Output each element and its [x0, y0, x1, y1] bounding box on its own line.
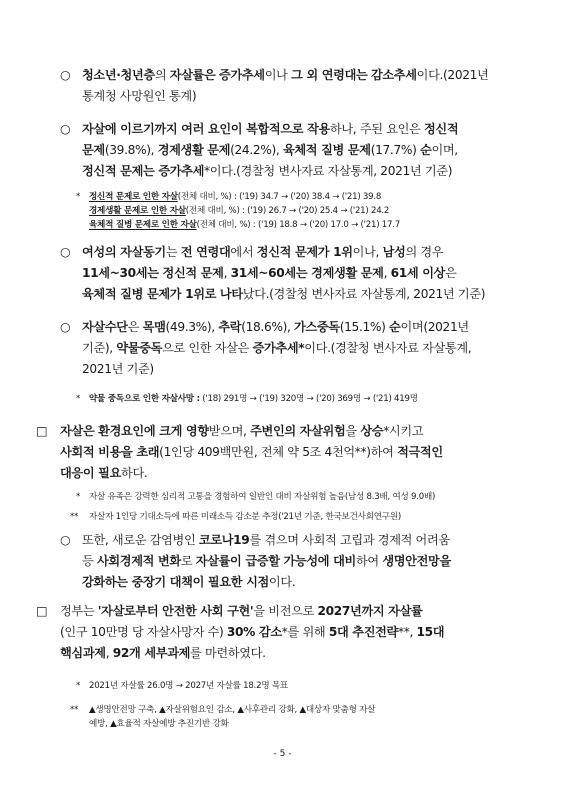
text-run: 문제 — [82, 143, 105, 157]
text-run: (39.8%), — [104, 143, 158, 157]
text-run: 증가추세 — [219, 68, 265, 82]
text-run: 으로 인한 자살은 — [162, 341, 253, 355]
text-run: 이나 — [264, 68, 292, 82]
text-line — [89, 703, 536, 717]
text-run: 목맴 — [142, 320, 166, 334]
text-run: 예방, ▲효율적 자살예방 추진기반 강화 — [89, 719, 229, 729]
text-run: 자살에 이르기까지 여러 요인이 복합적으로 작용 — [82, 122, 330, 136]
text-run: *를 위해 — [281, 625, 329, 639]
circle-bullet: ○ — [60, 533, 71, 547]
text-run: (24.2%), — [230, 143, 283, 157]
text-run: 자살률이 급증할 가능성에 대비 — [195, 554, 356, 568]
text-run: 등 — [82, 554, 97, 568]
text-line — [82, 86, 530, 107]
text-run: '자살로부터 안전한 사회 구현' — [97, 604, 254, 618]
asterisk-marker: * — [76, 681, 81, 691]
text-run: 사회적 비용을 초래 — [60, 445, 160, 459]
text-run: 61세 이상 — [390, 266, 446, 280]
text-run: 약물 중독으로 인한 자살사망 : — [89, 394, 200, 404]
text-run: 기준), — [82, 341, 117, 355]
text-run: 2027년까지 자살률 — [317, 604, 423, 618]
text-line — [82, 119, 530, 140]
text-run: 순 — [420, 143, 432, 157]
text-line — [60, 463, 532, 484]
paragraph-youth-suicide-trend — [60, 65, 530, 107]
text-run: (18.6%), — [241, 320, 295, 334]
text-line — [82, 140, 530, 161]
text-line — [89, 490, 536, 504]
text-line — [82, 530, 532, 551]
text-run: 상승 — [360, 424, 384, 438]
text-run: ('18) 291명 → ('19) 320명 → ('20) 369명 → ('21) 419명 — [199, 394, 418, 404]
text-run: 정신적 문제가 1위 — [256, 245, 353, 259]
text-run: 이다. — [268, 575, 296, 589]
text-run: , — [223, 266, 231, 280]
text-line — [60, 601, 532, 622]
text-run: 감소추세 — [370, 68, 417, 82]
text-run: 여성의 자살동기 — [82, 245, 166, 259]
text-run: 하나, 주된 요인은 — [329, 122, 424, 136]
text-line — [89, 392, 536, 406]
asterisk-marker: * — [76, 492, 81, 502]
note-social-cost — [70, 510, 536, 524]
text-run: 났다.(경찰청 변사자료 자살통계, 2021년 기준) — [242, 287, 486, 301]
circle-bullet: ○ — [60, 320, 71, 334]
asterisk-marker: * — [76, 192, 81, 202]
text-run: 약물중독 — [116, 341, 163, 355]
text-line — [60, 622, 532, 643]
asterisk-marker: * — [76, 394, 81, 404]
text-line — [89, 717, 536, 731]
text-line — [89, 204, 536, 218]
text-run: 증가추세* — [252, 341, 305, 355]
text-run: 을 — [345, 424, 361, 438]
text-run: 자살률은 — [169, 68, 216, 82]
text-run: *시키고 — [383, 424, 424, 438]
text-run: (17.7%) — [370, 143, 421, 157]
circle-bullet: ○ — [60, 68, 71, 82]
note-bereaved-risk — [76, 490, 536, 504]
text-run: 30% 감소 — [226, 625, 282, 639]
text-line — [89, 510, 536, 524]
text-run: 통계청 사망원인 통계) — [82, 89, 197, 103]
text-run: 에서 — [230, 245, 257, 259]
text-run: 순 — [389, 320, 401, 334]
text-run: 를 마련하였다. — [190, 646, 266, 660]
text-run: 이며, — [431, 143, 458, 157]
text-run: 코로나19 — [198, 533, 250, 547]
text-run: 이다.(경찰청 변사자료 자살통계, — [304, 341, 472, 355]
text-run: 생명안전망을 — [382, 554, 451, 568]
text-run: 육체적 질병 문제가 1위로 나타 — [82, 287, 243, 301]
text-run: 5대 추진전략 — [328, 625, 398, 639]
square-bullet: □ — [36, 604, 48, 618]
double-asterisk-marker: ** — [70, 705, 79, 715]
text-run: 이다.(2021년 — [416, 68, 489, 82]
double-asterisk-marker: ** — [70, 512, 79, 522]
note-cause-statistics — [76, 190, 536, 232]
circle-bullet: ○ — [60, 122, 71, 136]
text-run: 정신적 문제로 인한 자살 — [89, 192, 178, 202]
text-run: 하다. — [121, 466, 148, 480]
paragraph-suicide-motives — [60, 242, 530, 305]
text-run: , — [105, 646, 113, 660]
text-run: 의 — [154, 68, 170, 82]
paragraph-environmental-factors — [36, 421, 532, 484]
text-line — [82, 551, 532, 572]
text-run: 을 비전으로 — [253, 604, 318, 618]
text-run: 받으며, — [208, 424, 251, 438]
text-run: 핵심과제 — [60, 646, 106, 660]
text-run: (전체 대비, %) : ('19) 26.7 → ('20) 25.4 → ('21) 24.2 — [185, 206, 390, 216]
note-suicide-rate-target — [76, 679, 536, 693]
text-run: 자살자 1인당 기대소득에 따른 미래소득 감소분 추정('21년 기준, 한국보건사회연구원) — [89, 512, 402, 522]
text-run: 로 — [180, 554, 196, 568]
text-run: 11세~30세는 정신적 문제 — [82, 266, 224, 280]
text-run: ▲생명안전망 구축, ▲자살위험요인 감소, ▲사후관리 강화, ▲대상자 맞춤형 자살 — [89, 705, 376, 715]
text-run: , — [383, 266, 391, 280]
text-run: 주변인의 자살위험 — [250, 424, 346, 438]
text-run: 강화하는 중장기 대책이 필요한 시점 — [82, 575, 269, 589]
text-run: 를 겪으며 사회적 고립과 경제적 어려움 — [249, 533, 450, 547]
text-run: 그 외 연령대는 — [291, 68, 368, 82]
text-run: 경제생활 문제 — [157, 143, 231, 157]
text-line — [82, 242, 530, 263]
text-line — [60, 442, 532, 463]
paragraph-covid-impact — [60, 530, 532, 593]
text-run: 가스중독 — [294, 320, 340, 334]
text-run: 경제생활 문제로 인한 자살 — [89, 206, 186, 216]
text-run: 청소년·청년층 — [82, 68, 155, 82]
text-run: 의 경우 — [405, 245, 444, 259]
text-run: (49.3%), — [165, 320, 219, 334]
text-run: **, — [397, 625, 417, 639]
note-drug-poisoning — [76, 392, 536, 406]
text-run: 92개 세부과제 — [112, 646, 191, 660]
text-run: 은 — [127, 320, 143, 334]
text-line — [82, 65, 530, 86]
text-line — [89, 218, 536, 232]
text-run: *이다.(경찰청 변사자료 자살통계, 2021년 기준) — [204, 164, 453, 178]
text-line — [82, 161, 530, 182]
text-run: 정부는 — [60, 604, 98, 618]
text-run: (전체 대비, %) : ('19) 18.8 → ('20) 17.0 → ('21) 17.7 — [196, 220, 400, 230]
text-run: 대응이 필요 — [60, 466, 122, 480]
text-run: 2021년 자살률 26.0명 → 2027년 자살률 18.2명 목표 — [89, 681, 288, 691]
page-number: - 5 - — [273, 749, 292, 759]
square-bullet: □ — [36, 424, 48, 438]
text-run: 는 — [165, 245, 181, 259]
text-run: 자살 유족은 강력한 심리적 고통을 경험하여 일반인 대비 자살위험 높음(남성 8.3배, 여성 9.0배) — [89, 492, 436, 502]
text-run: 자살은 환경요인에 크게 영향 — [60, 424, 209, 438]
circle-bullet: ○ — [60, 245, 71, 259]
text-run: 남성 — [382, 245, 406, 259]
text-run: 31세~60세는 경제생활 문제 — [230, 266, 384, 280]
text-run: 육체적 질병 문제 — [282, 143, 371, 157]
text-line — [89, 679, 536, 693]
text-run: 적극적인 — [397, 445, 443, 459]
text-line — [82, 317, 530, 338]
text-line — [82, 359, 530, 380]
text-run: (15.1%) — [339, 320, 390, 334]
text-run: 정신적 문제는 증가추세 — [82, 164, 205, 178]
text-line — [82, 572, 532, 593]
text-run: (전체 대비, %) : ('19) 34.7 → ('20) 38.4 → ('21) 39.8 — [177, 192, 382, 202]
text-line — [82, 284, 530, 305]
text-line — [82, 263, 530, 284]
text-run: 2021년 기준) — [82, 362, 154, 376]
text-run: 또한, 새로운 감염병인 — [82, 533, 199, 547]
note-strategies — [70, 703, 536, 731]
text-line — [60, 421, 532, 442]
text-run: 추락 — [218, 320, 242, 334]
text-run: 이며(2021년 — [400, 320, 469, 334]
text-run: 하여 — [355, 554, 383, 568]
paragraph-suicide-methods — [60, 317, 530, 380]
text-run: (인구 10만명 당 자살사망자 수) — [60, 625, 227, 639]
text-run: 15대 — [416, 625, 445, 639]
text-run: 정신적 — [424, 122, 459, 136]
paragraph-suicide-causes — [60, 119, 530, 182]
paragraph-government-vision — [36, 601, 532, 664]
text-run: (1인당 409백만원, 전체 약 5조 4천억**)하여 — [159, 445, 398, 459]
text-run: 은 — [445, 266, 457, 280]
text-run: 자살수단 — [82, 320, 128, 334]
text-run: 육체적 질병 문제로 인한 자살 — [89, 220, 197, 230]
text-line — [60, 643, 532, 664]
text-run: 사회경제적 변화 — [96, 554, 181, 568]
text-run: 전 연령대 — [180, 245, 231, 259]
text-line — [82, 338, 530, 359]
text-line — [89, 190, 536, 204]
text-run: 이나, — [352, 245, 383, 259]
